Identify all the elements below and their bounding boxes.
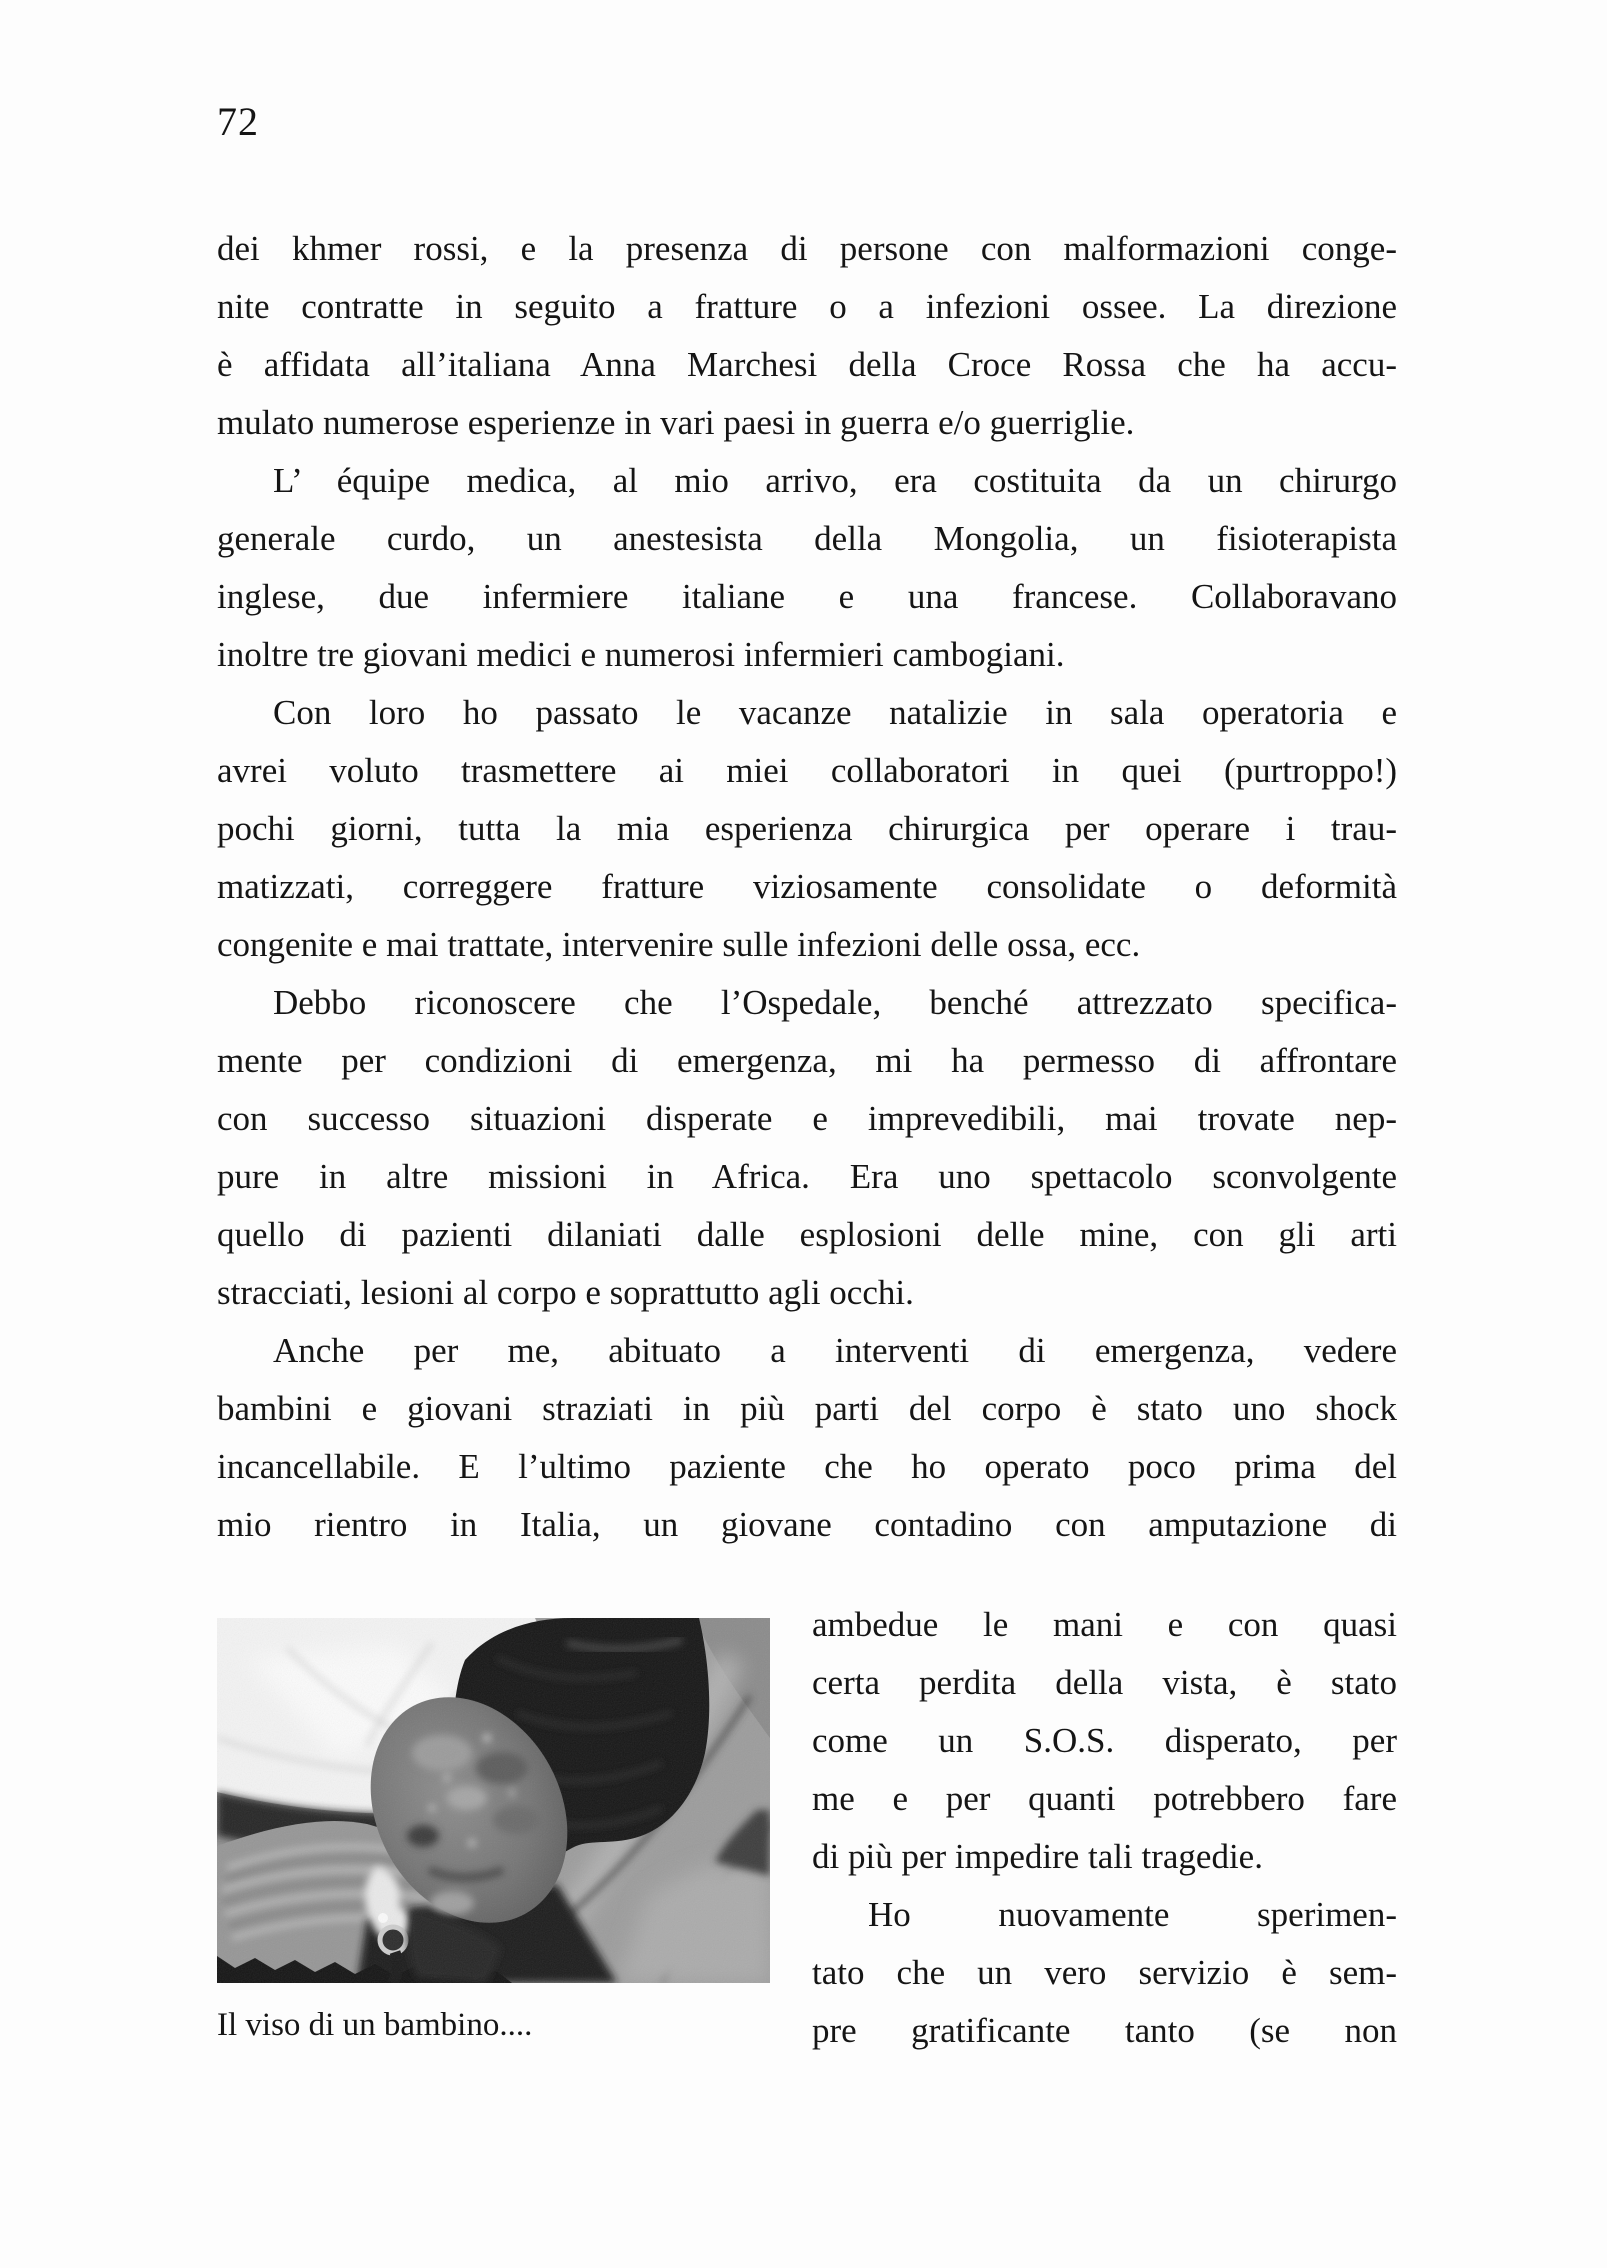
- photo-and-wrapped-text: [217, 1596, 1397, 2060]
- text-line: matizzati, correggere fratture viziosamente consolidate o deformità: [217, 867, 1397, 906]
- page-number: 72: [217, 99, 259, 144]
- paragraph: [217, 684, 1397, 974]
- wrapped-paragraphs: [812, 1596, 1397, 2060]
- text-line: certa perdita della vista, è stato: [812, 1663, 1397, 1702]
- text-line: di più per impedire tali tragedie.: [812, 1837, 1263, 1876]
- text-line: con successo situazioni disperate e imprevedibili, mai trovate nep-: [217, 1099, 1397, 1138]
- text-line: Con loro ho passato le vacanze natalizie in sala operatoria e: [273, 693, 1397, 732]
- paragraph: [812, 1886, 1397, 2060]
- text-line: ambedue le mani e con quasi: [812, 1605, 1397, 1644]
- text-line: quello di pazienti dilaniati dalle esplosioni delle mine, con gli arti: [217, 1215, 1397, 1254]
- text-line: nite contratte in seguito a fratture o a infezioni ossee. La direzione: [217, 287, 1397, 326]
- text-line: pre gratificante tanto (se non: [812, 2011, 1397, 2050]
- text-line: pure in altre missioni in Africa. Era uno spettacolo sconvolgente: [217, 1157, 1397, 1196]
- child-face-photo: [217, 1618, 770, 1983]
- text-line: tato che un vero servizio è sem-: [812, 1953, 1397, 1992]
- photo-figure: [217, 1618, 770, 2047]
- photo-caption: Il viso di un bambino....: [217, 2007, 533, 2043]
- paragraph: [217, 452, 1397, 684]
- text-line: incancellabile. E l’ultimo paziente che ho operato poco prima del: [217, 1447, 1397, 1486]
- figure-column: [217, 1596, 770, 2047]
- text-line: congenite e mai trattate, intervenire sulle infezioni delle ossa, ecc.: [217, 925, 1141, 964]
- text-line: inoltre tre giovani medici e numerosi infermieri cambogiani.: [217, 635, 1065, 674]
- text-line: dei khmer rossi, e la presenza di persone con malformazioni conge-: [217, 229, 1397, 268]
- text-line: pochi giorni, tutta la mia esperienza chirurgica per operare i trau-: [217, 809, 1397, 848]
- text-line: mio rientro in Italia, un giovane contadino con amputazione di: [217, 1505, 1397, 1544]
- paragraph: [812, 1596, 1397, 1886]
- text-line: Debbo riconoscere che l’Ospedale, benché attrezzato specifica-: [273, 983, 1397, 1022]
- paragraph: [217, 220, 1397, 452]
- text-line: mente per condizioni di emergenza, mi ha permesso di affrontare: [217, 1041, 1397, 1080]
- text-line: bambini e giovani straziati in più parti del corpo è stato uno shock: [217, 1389, 1397, 1428]
- text-line: come un S.O.S. disperato, per: [812, 1721, 1397, 1760]
- text-block: [217, 220, 1397, 2060]
- text-line: inglese, due infermiere italiane e una francese. Collaboravano: [217, 577, 1397, 616]
- text-line: mulato numerose esperienze in vari paesi in guerra e/o guerriglie.: [217, 403, 1135, 442]
- paragraph: [217, 1322, 1397, 1554]
- paragraph: [217, 974, 1397, 1322]
- text-line: stracciati, lesioni al corpo e soprattutto agli occhi.: [217, 1273, 914, 1312]
- text-line: Anche per me, abituato a interventi di emergenza, vedere: [273, 1331, 1397, 1370]
- text-line: è affidata all’italiana Anna Marchesi della Croce Rossa che ha accu-: [217, 345, 1397, 384]
- text-line: avrei voluto trasmettere ai miei collaboratori in quei (purtroppo!): [217, 751, 1397, 790]
- text-line: generale curdo, un anestesista della Mongolia, un fisioterapista: [217, 519, 1397, 558]
- body-paragraphs: [217, 220, 1397, 1554]
- text-line: me e per quanti potrebbero fare: [812, 1779, 1397, 1818]
- photo-grain-overlay: [217, 1618, 770, 1983]
- text-line: L’ équipe medica, al mio arrivo, era costituita da un chirurgo: [273, 461, 1397, 500]
- text-line: Ho nuovamente sperimen-: [868, 1895, 1397, 1934]
